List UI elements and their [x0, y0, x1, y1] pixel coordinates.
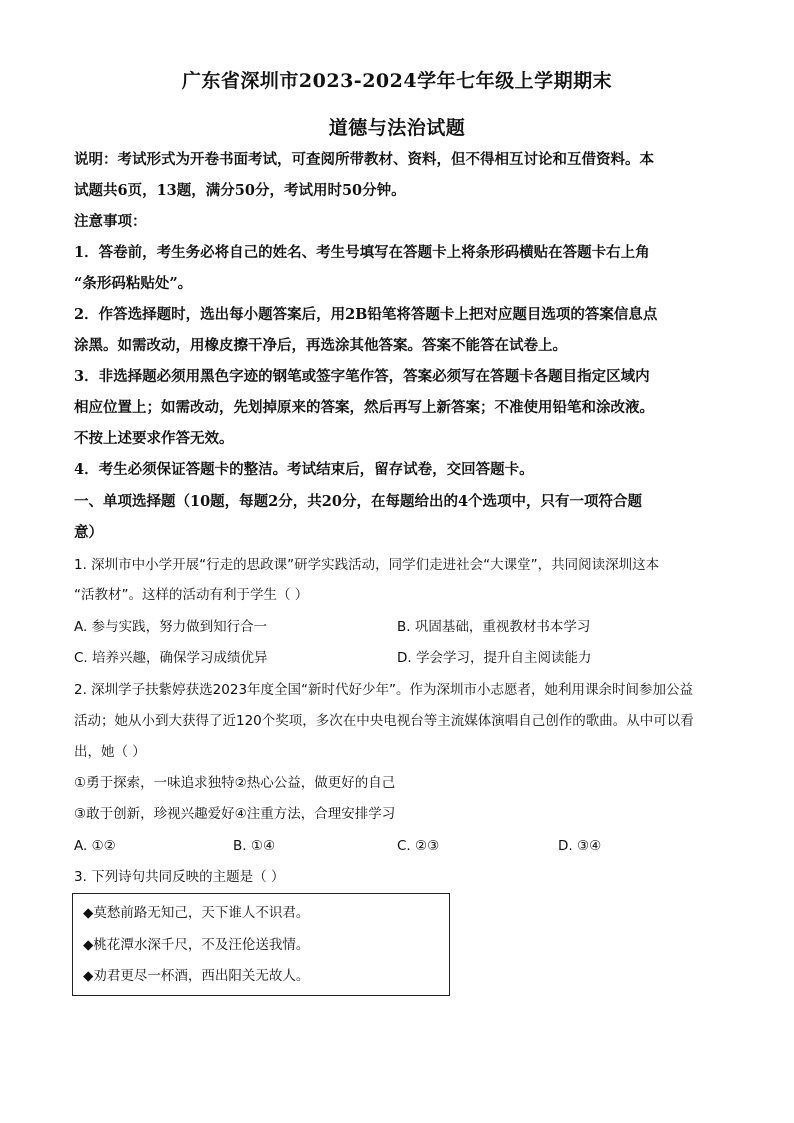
note-2-line-1: 2．作答选择题时，选出每小题答案后，用2B铅笔将答题卡上把对应题目选项的答案信息点	[74, 306, 658, 323]
q3-poem-line: ◆莫愁前路无知己，天下谁人不识君。	[83, 905, 310, 921]
note-2-line-2: 涂黑。如需改动，用橡皮擦干净后，再选涂其他答案。答案不能答在试卷上。	[74, 337, 567, 354]
q3-poem-box	[72, 893, 450, 996]
exam-title-line2: 道德与法治试题	[328, 117, 466, 139]
q2-option-a: A. ①②	[74, 838, 116, 854]
q1-option-c: C. 培养兴趣，确保学习成绩优异	[74, 650, 268, 666]
section-1-heading-line-2: 意）	[74, 524, 103, 541]
q3-stem: 3. 下列诗句共同反映的主题是（ ）	[74, 869, 285, 885]
q3-poem-line: ◆桃花潭水深千尺，不及汪伦送我情。	[83, 937, 310, 953]
q1-option-d: D. 学会学习，提升自主阅读能力	[397, 650, 592, 666]
exam-title-line1: 广东省深圳市2023-2024学年七年级上学期期末	[181, 70, 613, 92]
intro-line-1: 说明：考试形式为开卷书面考试，可查阅所带教材、资料，但不得相互讨论和互借资料。本	[74, 151, 654, 168]
q2-stem-line-2: 活动；她从小到大获得了近120个奖项，多次在中央电视台等主流媒体演唱自己创作的歌曲。从中可以看	[74, 713, 694, 729]
q2-statements-line-1: ①勇于探索，一味追求独特②热心公益，做更好的自己	[74, 775, 396, 791]
notes-heading: 注意事项：	[74, 213, 147, 230]
q2-option-c: C. ②③	[397, 838, 440, 854]
q2-stem-line-1: 2. 深圳学子扶紫婷获选2023年度全国“新时代好少年”。作为深圳市小志愿者，她利用课余时间参加公益	[74, 682, 694, 698]
note-1-line-2: “条形码粘贴处”。	[74, 275, 193, 292]
q2-option-d: D. ③④	[558, 838, 602, 854]
q3-poem-line: ◆劝君更尽一杯酒，西出阳关无故人。	[83, 968, 310, 984]
note-3-line-1: 3．非选择题必须用黑色字迹的钢笔或签字笔作答，答案必须写在答题卡各题目指定区域内	[74, 368, 650, 385]
section-1-heading-line-1: 一、单项选择题（10题，每题2分，共20分，在每题给出的4个选项中，只有一项符合题	[74, 493, 643, 510]
q2-option-b: B. ①④	[233, 838, 276, 854]
q2-statements-line-2: ③敢于创新，珍视兴趣爱好④注重方法，合理安排学习	[74, 806, 396, 822]
intro-line-2: 试题共6页，13题，满分50分，考试用时50分钟。	[74, 182, 406, 199]
q2-stem-line-3: 出，她（ ）	[74, 744, 146, 760]
note-3-line-3: 不按上述要求作答无效。	[74, 430, 234, 447]
q1-option-a: A. 参与实践，努力做到知行合一	[74, 619, 268, 635]
q1-stem-line-1: 1. 深圳市中小学开展“行走的思政课”研学实践活动，同学们走进社会“大课堂”，共同阅读深圳这本	[74, 557, 660, 573]
note-3-line-2: 相应位置上；如需改动，先划掉原来的答案，然后再写上新答案；不准使用铅笔和涂改液。	[74, 399, 654, 416]
note-4: 4．考生必须保证答题卡的整洁。考试结束后，留存试卷，交回答题卡。	[74, 461, 534, 478]
q1-option-b: B. 巩固基础，重视教材书本学习	[397, 619, 591, 635]
q1-stem-line-2: “活教材”。这样的活动有利于学生（ ）	[74, 587, 309, 603]
note-1-line-1: 1．答卷前，考生务必将自己的姓名、考生号填写在答题卡上将条形码横贴在答题卡右上角	[74, 244, 650, 261]
